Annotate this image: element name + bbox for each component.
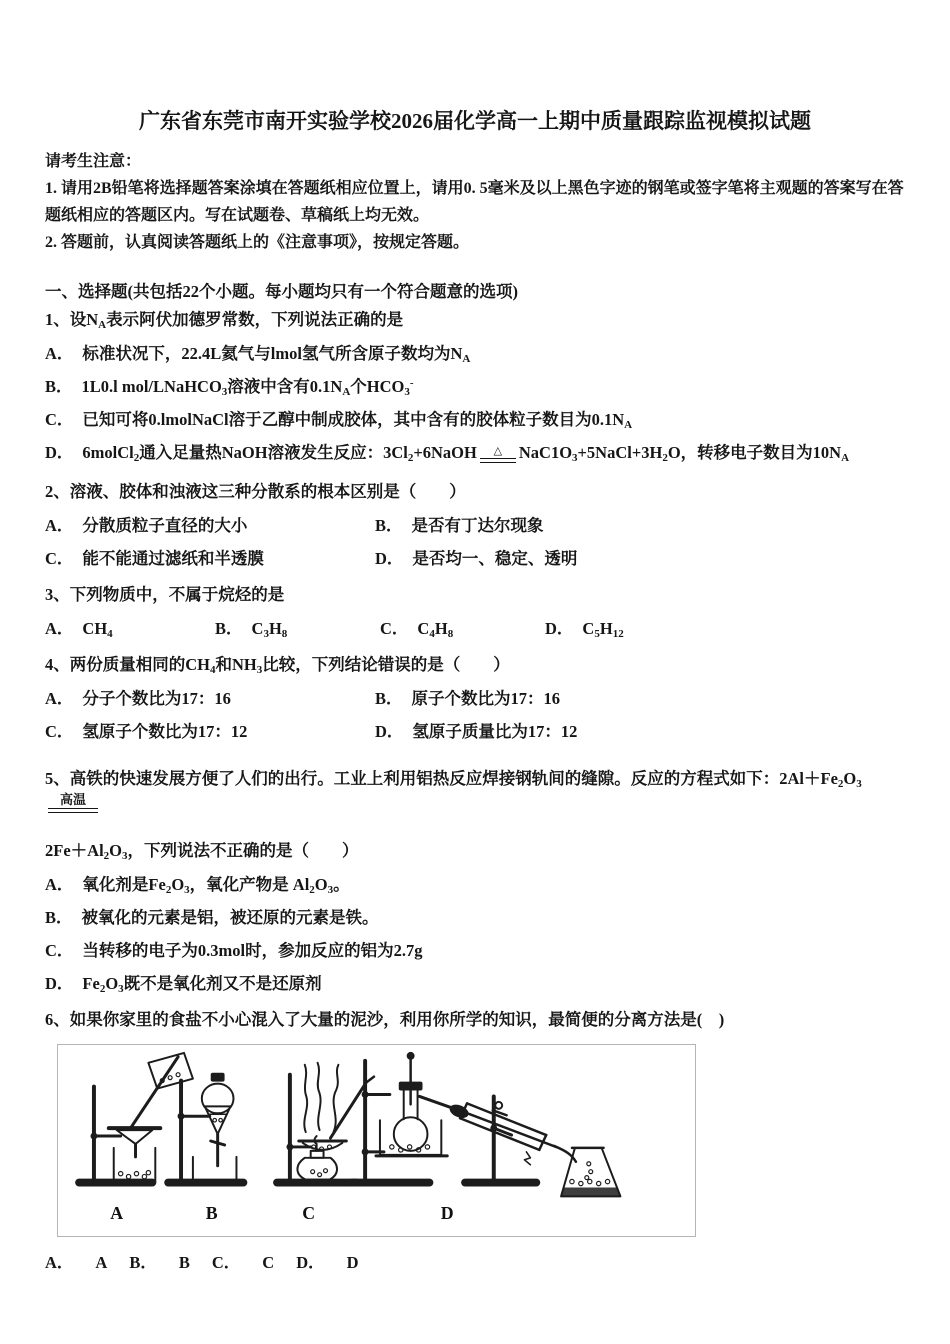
section-header: 一、选择题(共包括22个小题。每小题均只有一个符合题意的选项) bbox=[45, 282, 518, 301]
question-6-answer-d: D． D bbox=[296, 1253, 359, 1272]
question-2-option-b: B． 是否有丁达尔现象 bbox=[375, 516, 544, 535]
question-5-stem-line2: $2Fe+Al_2O_3$，下列说法不正确的是（ ） bbox=[45, 841, 359, 862]
figure-label-a: A bbox=[110, 1203, 124, 1224]
question-6-answer-b: B． B bbox=[129, 1253, 190, 1272]
question-4-option-b: B． 原子个数比为17：16 bbox=[375, 689, 561, 708]
question-6-stem: 6、如果你家里的食盐不小心混入了大量的泥沙，利用你所学的知识，最简便的分离方法是( ) bbox=[45, 1010, 725, 1029]
question-4-option-a: A． 分子个数比为17：16 bbox=[45, 689, 231, 708]
question-6-answer-a: A． A bbox=[45, 1253, 108, 1272]
question-3-option-c: C． $C_4H_8$ bbox=[380, 619, 454, 640]
question-1-stem: 1、设$N_A$表示阿伏加德罗常数，下列说法正确的是 bbox=[45, 310, 404, 331]
figure-label-d: D bbox=[440, 1203, 454, 1224]
notice-heading: 请考生注意： bbox=[45, 153, 142, 170]
question-5-option-a: A． 氧化剂是$Fe_2O_3$，氧化产物是 $Al_2O_3$。 bbox=[45, 875, 350, 896]
question-2-option-d: D． 是否均一、稳定、透明 bbox=[375, 549, 578, 568]
figure-label-c: C bbox=[302, 1203, 316, 1224]
condenser bbox=[467, 1103, 546, 1135]
question-2 bbox=[45, 480, 905, 570]
question-3-option-a: A． $CH_4$ bbox=[45, 619, 113, 640]
question-6-answers bbox=[45, 1251, 905, 1274]
distillation-flask bbox=[394, 1117, 428, 1151]
water-bath-beaker bbox=[380, 1120, 441, 1155]
apparatus-figure-box bbox=[57, 1044, 696, 1237]
question-3-option-d: D． $C_5H_{12}$ bbox=[545, 619, 624, 640]
question-4 bbox=[45, 653, 905, 743]
question-5-stem-line1: 5、高铁的快速发展方便了人们的出行。工业上利用铝热反应焊接钢轨间的缝隙。反应的方程式如下：$2Al+Fe_2O_3$ 高温 bbox=[45, 767, 905, 817]
evaporating-dish bbox=[303, 1143, 343, 1150]
question-5 bbox=[45, 767, 905, 995]
question-4-stem: 4、两份质量相同的$CH_4$和$NH_3$比较，下列结论错误的是（ ） bbox=[45, 655, 510, 676]
stopcock bbox=[211, 1141, 225, 1145]
question-2-option-c: C． 能不能通过滤纸和半透膜 bbox=[45, 549, 264, 568]
alcohol-lamp bbox=[297, 1158, 337, 1180]
question-6-answer-c: C． C bbox=[211, 1253, 275, 1272]
question-4-option-d: D． 氢原子质量比为17：12 bbox=[375, 722, 578, 741]
stopper bbox=[211, 1073, 225, 1082]
notice-item-2: 2. 答题前，认真阅读答题纸上的《注意事项》，按规定答题。 bbox=[45, 234, 470, 251]
question-1-option-b: B． 1L0.l mol/LNaHCO$_3$溶液中含有$0.1N_A$个$HCO_3^-$ bbox=[45, 377, 414, 398]
question-1 bbox=[45, 308, 905, 467]
question-2-option-a: A． 分散质粒子直径的大小 bbox=[45, 516, 248, 535]
question-1-option-c: C． 已知可将0.lmolNaCl溶于乙醇中制成胶体，其中含有的胶体粒子数目为$0.1N_A$ bbox=[45, 410, 633, 431]
page-title: 广东省东莞市南开实验学校2026届化学高一上期中质量跟踪监视模拟试题 bbox=[139, 109, 811, 133]
beaker bbox=[193, 1157, 237, 1182]
question-4-option-c: C． 氢原子个数比为17：12 bbox=[45, 722, 248, 741]
notice-item-1: 1. 请用2B铅笔将选择题答案涂填在答题纸相应位置上，请用0. 5毫米及以上黑色字迹的钢笔或签字笔将主观题的答案写在答题纸相应的答题区内。写在试题卷、草稿纸上均无效。 bbox=[45, 180, 904, 224]
question-5-option-c: C． 当转移的电子为0.3mol时，参加反应的铝为2.7g bbox=[45, 941, 423, 960]
question-3-stem: 3、下列物质中，不属于烷烃的是 bbox=[45, 585, 285, 604]
glass-rod bbox=[131, 1057, 179, 1128]
question-3-option-b: B． $C_3H_8$ bbox=[215, 619, 288, 640]
question-5-option-b: B． 被氧化的元素是铝，被还原的元素是铁。 bbox=[45, 908, 379, 927]
apparatus-figure bbox=[58, 1045, 693, 1236]
question-5-option-d: D． $Fe_2O_3$既不是氧化剂又不是还原剂 bbox=[45, 974, 322, 995]
question-1-option-a: A． 标准状况下，22.4L氦气与lmol氢气所含原子数均为$N_A$ bbox=[45, 344, 471, 365]
question-2-stem: 2、溶液、胶体和浊液这三种分散系的根本区别是（ ） bbox=[45, 482, 466, 501]
figure-label-b: B bbox=[205, 1203, 218, 1224]
question-1-option-d: D． 6molCl$_2$通入足量热NaOH溶液发生反应：$3Cl_2+6NaOH$ △ $NaC1O_3+5NaCl+3H_2O$，转移电子数目为$10N_A$ bbox=[45, 443, 850, 464]
steam bbox=[304, 1065, 307, 1132]
question-3 bbox=[45, 583, 905, 640]
question-6 bbox=[45, 1008, 905, 1274]
pouring-beaker bbox=[148, 1053, 193, 1089]
notice-block bbox=[45, 148, 905, 256]
funnel bbox=[117, 1130, 153, 1144]
